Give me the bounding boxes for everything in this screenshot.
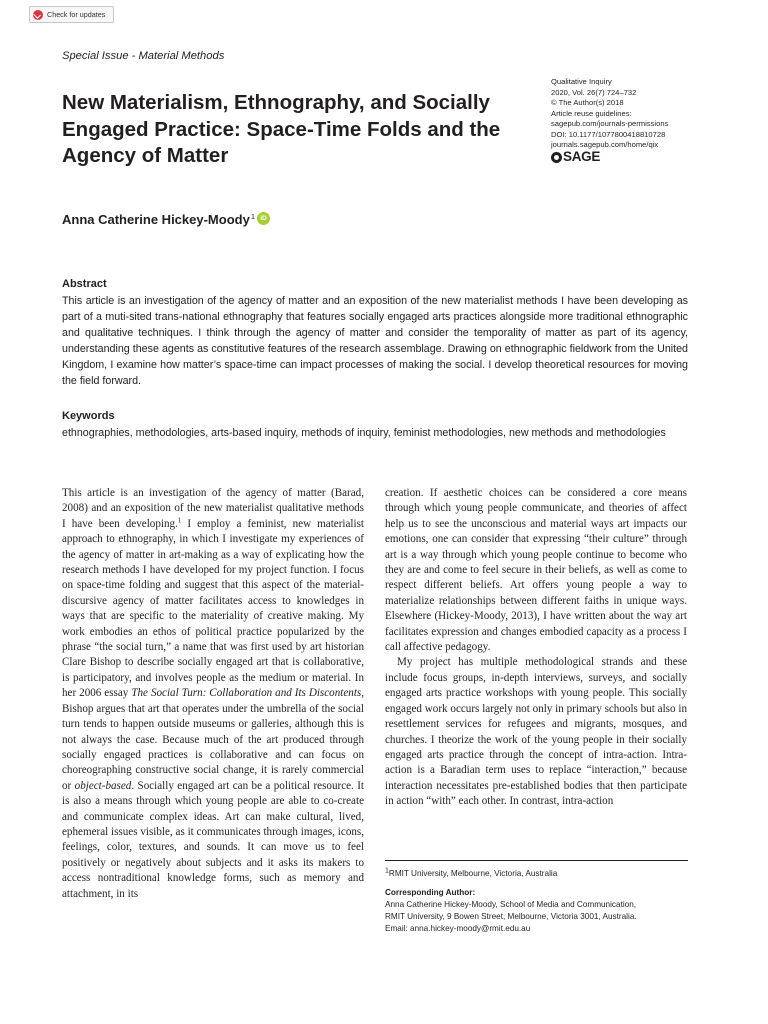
body-text: I employ a feminist, new materialist approach to ethnography, in which I investigate my experiences of the agency of matter in art-making as a way of explicating how the research methods I have developed for my project function. I focus on space-time folding and suggest that this aspect of the material-discursive agency of matter facilitates access to knowledges in ways that are specific to the materiality of creative making. My work embodies an ethos of political practice popularized by the phrase “the social turn,” a name that was first used by art historian Clare Bishop to describe socially engaged art that is collaborative, is participatory, and involves people as the medium or material. In her 2006 essay — [62, 517, 364, 700]
sage-logo-icon — [551, 152, 562, 163]
corresponding-author-heading: Corresponding Author: — [385, 888, 476, 897]
author-affiliation-mark: 1 — [250, 212, 255, 221]
affiliation-mark: 1 — [385, 867, 389, 875]
body-paragraph — [62, 486, 364, 902]
permissions-link[interactable]: sagepub.com/journals-permissions — [551, 119, 669, 128]
footnote-divider — [385, 860, 688, 861]
body-column-right — [385, 486, 687, 810]
emphasis-text: object-based — [74, 779, 132, 792]
orcid-icon[interactable]: iD — [257, 212, 270, 225]
body-text: , Bishop argues that art that operates under the umbrella of the social turn tends to happen outside museums or galleries, although this is not always the case. Because much of the art produced through socially engaged practices is collaborative and can focus on choreographing constructive social change, it is rarely commercial or — [62, 687, 365, 792]
corresponding-author-line: RMIT University, 9 Bowen Street, Melbourne, Victoria 3001, Australia. — [385, 912, 637, 921]
keywords-heading: Keywords — [62, 410, 115, 422]
cited-work-title: The Social Turn: Collaboration and Its Discontents — [131, 687, 362, 700]
crossmark-icon — [33, 10, 43, 20]
affiliation-text: RMIT University, Melbourne, Victoria, Australia — [388, 869, 558, 878]
journal-name: Qualitative Inquiry — [551, 77, 612, 86]
reuse-guidelines: Article reuse guidelines: — [551, 108, 632, 118]
doi-link[interactable]: DOI: 10.1177/1077800418810728 — [551, 129, 666, 139]
abstract-heading: Abstract — [62, 278, 107, 290]
body-paragraph: My project has multiple methodological strands and these include focus groups, in-depth interviews, surveys, and socially engaged arts practice workshops with young people. This socially engaged work occurs largely not only in primary schools but also in resettlement services for refugees and migrants, mosques, and churches. I theorize the work of the young people in their socially engaged arts practice through the concept of intra-action. Intra-action is a Baradian term uses to replace “interaction,” because interaction necessitates pre-established bodies that then participate in action “with” each other. In contrast, intra-action — [385, 656, 687, 808]
body-text: This article is an investigation of the agency of matter (Barad, 2008) and an exposition of the new materialist qualitative methods I have been developing. — [62, 487, 364, 530]
affiliation-note — [385, 868, 695, 880]
check-for-updates-button[interactable] — [29, 6, 114, 23]
journal-homepage-link[interactable]: journals.sagepub.com/home/qix — [551, 140, 659, 149]
body-text: . Socially engaged art can be a political resource. It is also a means through which young people are able to co-create and communicate complex ideas. Art can make cultural, lived, ephemeral issues visible, as it communicates through images, icons, feelings, color, textures, and sounds. It can move us to feel positively or negatively about subjects and it asks its makers to access nontraditional knowledge forms, such as memory and attachment, in its — [62, 779, 365, 900]
check-for-updates-label: Check for updates — [47, 10, 106, 19]
abstract-text: This article is an investigation of the agency of matter and an exposition of the new materialist methods I have been developing as part of a muti-sited trans-national ethnography that features socially engaged arts practices alongside more traditional ethnographic and qualitative techniques. I think through the agency of matter and consider the temporality of matter as part of its agency, understanding these agents as constitutive features of the research assemblage. Drawing on ethnographic fieldwork from the United Kingdom, I examine how matter’s space-time can impact processes of making the social. I develop theoretical resources for moving the field forward. — [62, 295, 688, 387]
journal-volume: 2020, Vol. 26(7) 724–732 — [551, 87, 637, 97]
copyright: © The Author(s) 2018 — [551, 98, 624, 107]
article-title: New Materialism, Ethnography, and Socially Engaged Practice: Space-Time Folds and the Agency of Matter — [62, 91, 501, 167]
endnote-mark[interactable]: 1 — [177, 516, 182, 525]
special-issue-label: Special Issue - Material Methods — [62, 50, 225, 62]
footnote-block — [385, 868, 695, 935]
corresponding-author-line: Anna Catherine Hickey-Moody, School of Media and Communication, — [385, 900, 637, 909]
corresponding-author-email[interactable]: Email: anna.hickey-moody@rmit.edu.au — [385, 924, 531, 933]
keywords-text: ethnographies, methodologies, arts-based inquiry, methods of inquiry, feminist methodologies, new methods and methodologies — [62, 427, 666, 439]
author-line — [62, 212, 270, 227]
sage-logo-text: SAGE — [563, 148, 601, 164]
sage-logo — [551, 148, 668, 164]
body-column-left — [62, 486, 364, 902]
body-paragraph: creation. If aesthetic choices can be considered a core means through which young people communicate, and theories of affect help us to see the unconscious and material ways art impacts our emotions, one can consider that expressing “their culture” through art is a way through which young people continue to become who they are and come to feel secure in their beliefs, as well as come to respect different beliefs. Art offers young people a way to materialize relationships between different faiths in unique ways. Elsewhere (Hickey-Moody, 2013), I have written about the way art facilitates expression and changes embodied capacity as a process I call affective pedagogy. — [385, 487, 687, 654]
author-name[interactable]: Anna Catherine Hickey-Moody — [62, 212, 250, 227]
journal-meta — [551, 77, 668, 163]
